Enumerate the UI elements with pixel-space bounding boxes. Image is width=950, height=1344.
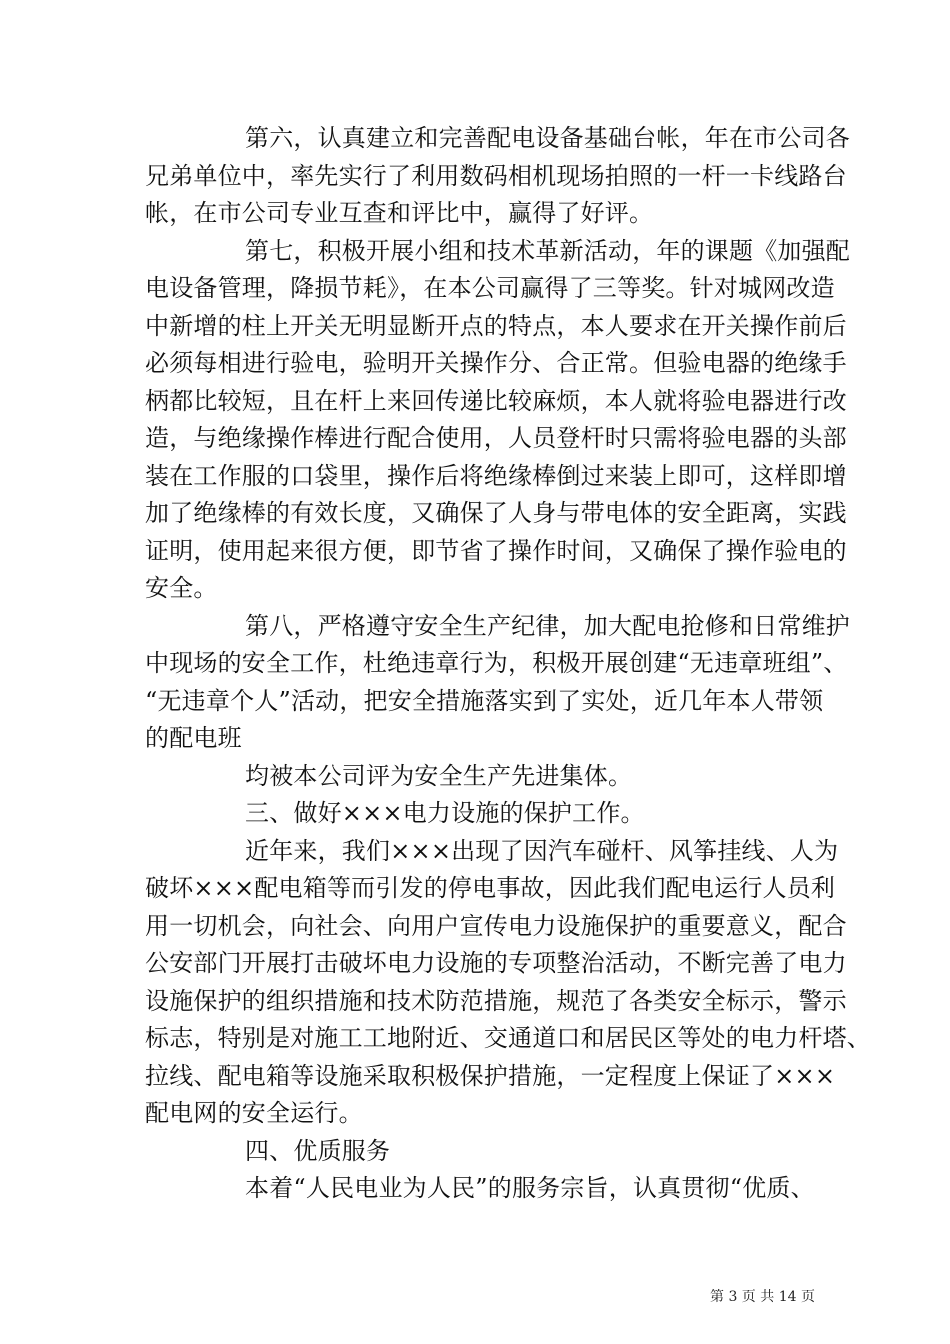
text-line: 加了绝缘棒的有效长度，又确保了人身与带电体的安全距离，实践 (145, 499, 847, 527)
text-line: 的配电班 (145, 724, 242, 752)
text-line: 电设备管理，降损节耗》，在本公司赢得了三等奖。针对城网改造 (145, 274, 835, 302)
text-line: 兄弟单位中，率先实行了利用数码相机现场拍照的一杆一卡线路台 (145, 162, 847, 190)
text-line: 造，与绝缘操作棒进行配合使用，人员登杆时只需将验电器的头部 (145, 424, 847, 452)
text-line: 第八，严格遵守安全生产纪律，加大配电抢修和日常维护 (245, 612, 850, 640)
section-heading: 三、做好×××电力设施的保护工作。 (245, 799, 645, 827)
text-line: 公安部门开展打击破坏电力设施的专项整治活动，不断完善了电力 (145, 949, 847, 977)
text-line: 近年来，我们×××出现了因汽车碰杆、风筝挂线、人为 (245, 837, 839, 865)
text-line: 破坏×××配电箱等而引发的停电事故，因此我们配电运行人员利 (145, 874, 836, 902)
text-line: 用一切机会，向社会、向用户宣传电力设施保护的重要意义，配合 (145, 912, 847, 940)
section-heading: 四、优质服务 (245, 1137, 391, 1165)
text-line: 安全。 (145, 574, 218, 602)
text-line: 中新增的柱上开关无明显断开点的特点，本人要求在开关操作前后 (145, 312, 847, 340)
text-line: “无违章个人”活动，把安全措施落实到了实处，近几年本人带领 (145, 687, 824, 715)
text-line: 拉线、配电箱等设施采取积极保护措施，一定程度上保证了××× (145, 1062, 836, 1090)
text-line: 标志，特别是对施工工地附近、交通道口和居民区等处的电力杆塔、 (145, 1024, 871, 1052)
text-line: 中现场的安全工作，杜绝违章行为，积极开展创建“无违章班组”、 (145, 649, 848, 677)
text-line: 均被本公司评为安全生产先进集体。 (245, 762, 633, 790)
text-line: 设施保护的组织措施和技术防范措施，规范了各类安全标示，警示 (145, 987, 847, 1015)
text-line: 装在工作服的口袋里，操作后将绝缘棒倒过来装上即可，这样即增 (145, 462, 847, 490)
text-line: 配电网的安全运行。 (145, 1099, 363, 1127)
page-number: 第 3 页 共 14 页 (710, 1289, 815, 1305)
text-line: 第七，积极开展小组和技术革新活动，年的课题《加强配 (245, 237, 850, 265)
text-line: 证明，使用起来很方便，即节省了操作时间，又确保了操作验电的 (145, 537, 847, 565)
text-line: 柄都比较短，且在杆上来回传递比较麻烦，本人就将验电器进行改 (145, 387, 847, 415)
text-line: 帐，在市公司专业互查和评比中，赢得了好评。 (145, 199, 654, 227)
text-line: 必须每相进行验电，验明开关操作分、合正常。但验电器的绝缘手 (145, 349, 847, 377)
text-line: 本着“人民电业为人民”的服务宗旨，认真贯彻“优质、 (245, 1174, 815, 1202)
text-line: 第六，认真建立和完善配电设备基础台帐，年在市公司各 (245, 124, 850, 152)
